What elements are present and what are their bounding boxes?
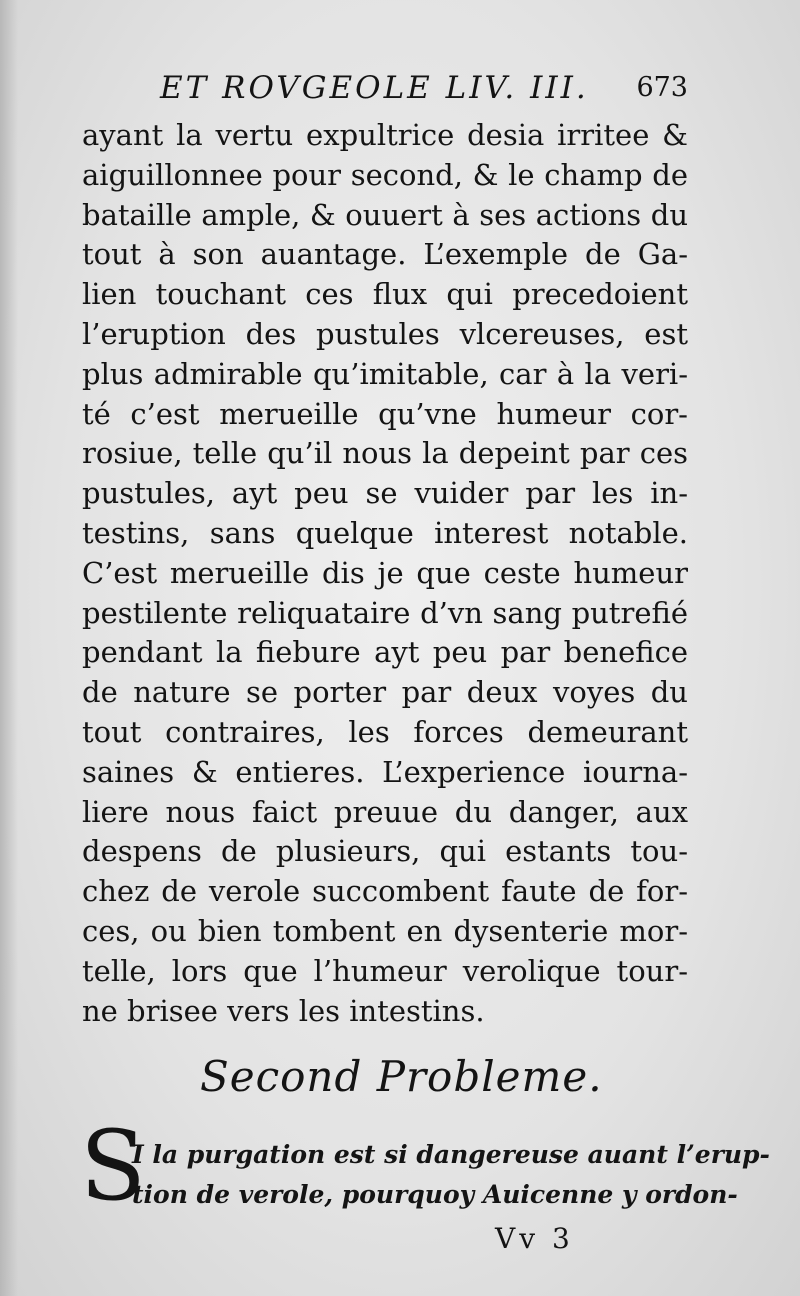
section-title: Second Probleme. xyxy=(200,1052,603,1101)
text-line: tout contraires, les forces demeurant xyxy=(82,714,688,749)
text-line: chez de verole succombent faute de for- xyxy=(82,874,688,909)
signature-mark: Vv 3 xyxy=(495,1222,574,1255)
text-line: l’eruption des pustules vlcereuses, est xyxy=(82,316,688,351)
text-line: pustules, ayt peu se vuider par les in- xyxy=(82,476,688,511)
text-line: ces, ou bien tombent en dysenterie mor- xyxy=(82,913,688,948)
running-title: ET ROVGEOLE LIV. III. xyxy=(160,70,589,106)
text-line: bataille ample, & ouuert à ses actions du xyxy=(82,197,688,232)
text-line: saines & entieres. L’experience iourna- xyxy=(82,754,688,789)
text-line: aiguillonnee pour second, & le champ de xyxy=(82,157,688,192)
text-line: C’est merueille dis je que ceste humeur xyxy=(82,555,688,590)
text-line: té c’est merueille qu’vne humeur cor- xyxy=(82,396,688,431)
page-number: 673 xyxy=(636,72,688,103)
italic-text-line: I la purgation est si dangereuse auant l’erup- xyxy=(132,1140,770,1169)
page-edge-shadow xyxy=(0,0,18,1296)
text-line: ayant la vertu expultrice desia irritee & xyxy=(82,118,688,152)
text-line: plus admirable qu’imitable, car à la veri- xyxy=(82,356,688,391)
text-line: telle, lors que l’humeur verolique tour- xyxy=(82,953,688,988)
text-line: pestilente reliquataire d’vn sang putrefié xyxy=(82,595,688,630)
text-line: pendant la fiebure ayt peu par benefice xyxy=(82,635,688,670)
text-line: liere nous faict preuue du danger, aux xyxy=(82,794,688,829)
text-line: lien touchant ces flux qui precedoient xyxy=(82,277,688,312)
text-line: rosiue, telle qu’il nous la depeint par ces xyxy=(82,436,688,471)
text-line: despens de plusieurs, qui estants tou- xyxy=(82,834,688,869)
drop-cap: S xyxy=(80,1110,146,1222)
body-text xyxy=(82,116,688,1031)
text-line: de nature se porter par deux voyes du xyxy=(82,675,688,710)
text-line: ne brisee vers les intestins. xyxy=(82,993,485,1028)
text-line: testins, sans quelque interest notable. xyxy=(82,515,688,550)
italic-text-line: tion de verole, pourquoy Auicenne y ordon- xyxy=(132,1180,738,1209)
text-line: tout à son auantage. L’exemple de Ga- xyxy=(82,237,688,272)
page-header xyxy=(160,70,700,114)
